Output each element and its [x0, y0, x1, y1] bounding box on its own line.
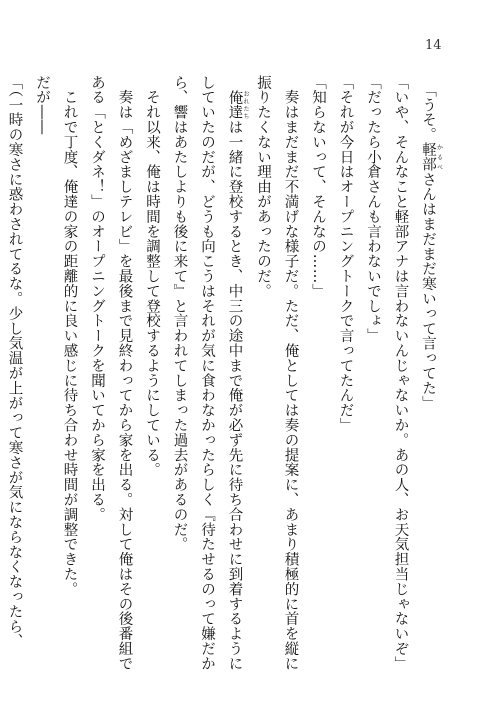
- text-line: 振りたくない理由があったのだ。: [255, 75, 271, 299]
- text-line: 「（一時の寒さに惑わされてるな。少し気温が上がって寒さが気にならなくなったら、: [6, 75, 23, 649]
- text-line: 「知らないって、そんなの……」: [310, 75, 326, 299]
- text-line: 「それが今日はオープニングトークで言ってたんだ」: [337, 75, 354, 433]
- ruby-reading: かるべ: [435, 142, 443, 173]
- line-segment: 奏は「めざましテレビ」を最後まで見終わってから家を出る。対して俺はその後番組で: [116, 89, 133, 672]
- page-number: 14: [425, 38, 442, 53]
- text-line: だが――: [34, 75, 50, 135]
- text-line: ら、響はあたしよりも後に来て』と言われてしまった過去があるのだ。: [171, 75, 188, 552]
- ruby-word: [420, 142, 443, 173]
- line-segment: は一緒に登校するとき、中三の途中まで俺が必ず先に待ち合わせに到着するように: [226, 119, 243, 672]
- vertical-text-body: [0, 75, 442, 675]
- text-line: [55, 75, 83, 675]
- text-line: [138, 75, 166, 675]
- ruby-word: [226, 89, 249, 120]
- ruby-reading: おれたち: [242, 89, 249, 120]
- text-line: [220, 75, 249, 675]
- ruby-base: 俺達: [226, 89, 243, 120]
- line-segment: 奏はまだまだ不満げな様子だ。ただ、俺としては奏の提案に、あまり積極的に首を縦に: [282, 89, 299, 672]
- text-line: [414, 75, 443, 675]
- line-segment: これで丁度、俺達の家の距離的に良い感じに待ち合わせ時間が調整できた。: [61, 89, 78, 597]
- line-segment: さんはまだまだ寒いって言ってた」: [420, 172, 436, 411]
- line-segment: それ以来、俺は時間を調整して登校するようにしている。: [144, 89, 160, 478]
- text-line: 「だったら小倉さんも言わないでしょ」: [365, 75, 381, 344]
- text-line: 「いや、そんなこと軽部アナは言わないんじゃないか。あの人、お天気担当じゃないぞ」: [392, 75, 409, 671]
- ruby-base: 軽部: [420, 142, 436, 173]
- text-line: していたのだが、どうも向こうはそれが気に食わなかったらしく『待たせるのって嫌だか: [199, 75, 215, 671]
- text-line: [110, 75, 138, 675]
- text-line: [276, 75, 304, 675]
- line-segment: 「うそ。: [420, 89, 436, 143]
- text-line: ある「とくダネ！」のオープニングトークを聞いてから家を出る。: [89, 75, 105, 522]
